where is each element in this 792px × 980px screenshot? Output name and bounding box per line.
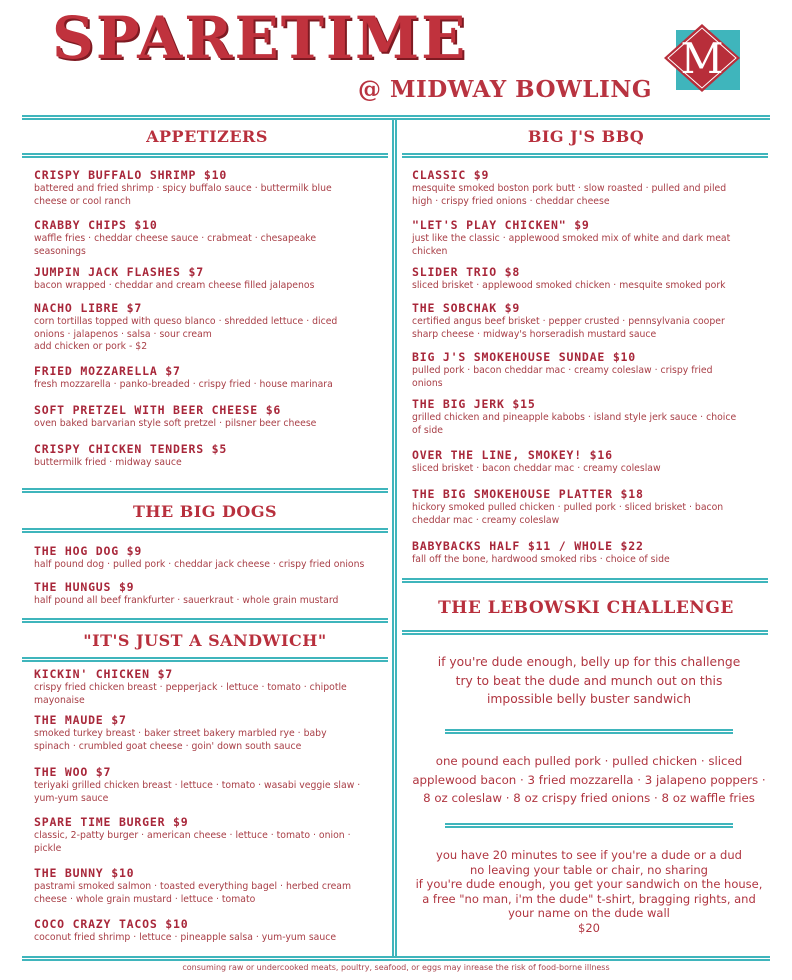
menu-item (412, 487, 764, 527)
menu-item (34, 917, 386, 945)
menu-item-name: CRABBY CHIPS $10 (34, 218, 158, 232)
bbq-title: BIG J'S BBQ (527, 127, 645, 146)
menu-item (412, 168, 764, 208)
menu-item-description: of side (412, 424, 443, 436)
lebowski-rules (404, 848, 774, 936)
menu-item-description: battered and fried shrimp · spicy buffalo sauce · buttermilk blue (34, 183, 332, 194)
menu-item-name: COCO CRAZY TACOS $10 (34, 917, 189, 931)
lebowski-rules-line: your name on the dude wall (508, 906, 670, 921)
menu-item-description: cheddar mac · creamy coleslaw (412, 514, 560, 526)
menu-item-description: mayonaise (34, 694, 85, 706)
menu-item-name: "LET'S PLAY CHICKEN" $9 (412, 218, 590, 232)
menu-item-description: coconut fried shrimp · lettuce · pineapple salsa · yum-yum sauce (34, 932, 337, 943)
menu-item (412, 218, 764, 258)
menu-item-name: THE MAUDE $7 (34, 713, 127, 727)
menu-item-description: half pound dog · pulled pork · cheddar jack cheese · crispy fried onions (34, 559, 365, 570)
menu-item-name: KICKIN' CHICKEN $7 (34, 667, 174, 681)
menu-item (412, 301, 764, 341)
menu-item-name: SOFT PRETZEL WITH BEER CHEESE $6 (34, 403, 282, 417)
restaurant-subtitle: @ MIDWAY BOWLING (358, 76, 652, 103)
menu-item-description: pickle (34, 842, 62, 854)
lebowski-price: $20 (578, 920, 600, 935)
bbq-rule (402, 153, 768, 158)
menu-item-description: sliced brisket · bacon cheddar mac · creamy coleslaw (412, 463, 661, 474)
food-safety-disclaimer: consuming raw or undercooked meats, poultry, seafood, or eggs may inrease the risk of food-borne illness (182, 963, 610, 972)
menu-item-description: oven baked barvarian style soft pretzel · pilsner beer cheese (34, 418, 317, 429)
menu-item-description: spinach · crumbled goat cheese · goin' down south sauce (34, 740, 302, 752)
menu-item-description: certified angus beef brisket · pepper crusted · pennsylvania cooper (412, 316, 725, 327)
lebowski-contents-line: applewood bacon · 3 fried mozzarella · 3 jalapeno poppers · (412, 772, 766, 787)
logo-letter: M (680, 34, 724, 83)
menu-item-name: THE HUNGUS $9 (34, 580, 135, 594)
menu-item (34, 168, 386, 208)
menu-item-description: bacon wrapped · cheddar and cream cheese filled jalapenos (34, 280, 315, 291)
menu-item-name: BABYBACKS HALF $11 / WHOLE $22 (412, 539, 644, 553)
restaurant-title: SPARETIME (52, 4, 468, 72)
menu-item (412, 448, 764, 476)
menu-item-name: NACHO LIBRE $7 (34, 301, 143, 315)
menu-item-description: classic, 2-patty burger · american cheese · lettuce · tomato · onion · (34, 830, 351, 841)
menu-item-description: high · crispy fried onions · cheddar cheese (412, 195, 610, 207)
menu-item-description: yum-yum sauce (34, 792, 109, 804)
menu-item-description: grilled chicken and pineapple kabobs · island style jerk sauce · choice (412, 412, 737, 423)
menu-item (34, 866, 386, 906)
menu-item-name: THE BIG JERK $15 (412, 397, 536, 411)
menu-item (34, 667, 386, 707)
menu-item-description: hickory smoked pulled chicken · pulled pork · sliced brisket · bacon (412, 502, 724, 513)
big-dogs-rule-top (22, 488, 388, 493)
menu-item (412, 539, 764, 567)
menu-item-description: pastrami smoked salmon · toasted everything bagel · herbed cream (34, 881, 352, 892)
lebowski-rule-top (402, 578, 768, 583)
menu-item-name: THE BIG SMOKEHOUSE PLATTER $18 (412, 487, 644, 501)
sandwich-rule-bottom (22, 657, 388, 662)
menu-item (34, 713, 386, 753)
menu-item (34, 442, 386, 470)
menu-item-name: THE HOG DOG $9 (34, 544, 143, 558)
menu-item-description: just like the classic · applewood smoked mix of white and dark meat (412, 233, 731, 244)
appetizers-rule (22, 153, 388, 158)
menu-item (34, 364, 386, 392)
big-dogs-title: THE BIG DOGS (132, 502, 278, 521)
column-divider (392, 118, 397, 956)
menu-item-description: mesquite smoked boston pork butt · slow roasted · pulled and piled (412, 183, 727, 194)
lebowski-contents-line: 8 oz coleslaw · 8 oz crispy fried onions · 8 oz waffle fries (423, 791, 755, 805)
menu-item-name: JUMPIN JACK FLASHES $7 (34, 265, 204, 279)
menu-item-description: crispy fried chicken breast · pepperjack · lettuce · tomato · chipotle (34, 682, 347, 693)
lebowski-rule-bottom (402, 630, 768, 635)
menu-item-description: fresh mozzarella · panko-breaded · crispy fried · house marinara (34, 379, 333, 390)
sandwich-rule-top (22, 618, 388, 623)
menu-item-description: smoked turkey breast · baker street bakery marbled rye · baby (34, 728, 327, 739)
lebowski-intro (404, 653, 774, 709)
menu-item-name: CLASSIC $9 (412, 168, 490, 182)
menu-item (34, 403, 386, 431)
big-dogs-rule-bottom (22, 528, 388, 533)
menu-item-description: onions · jalapenos · salsa · sour cream (34, 328, 212, 340)
lebowski-separator (445, 729, 733, 734)
menu-item-name: SLIDER TRIO $8 (412, 265, 521, 279)
lebowski-rules-line: you have 20 minutes to see if you're a dude or a dud (436, 848, 742, 862)
midway-logo (662, 22, 744, 94)
menu-item-description: waffle fries · cheddar cheese sauce · crabmeat · chesapeake (34, 233, 317, 244)
lebowski-rules-line: if you're dude enough, you get your sandwich on the house, (415, 877, 763, 892)
menu-item (412, 397, 764, 437)
menu-item-name: SPARE TIME BURGER $9 (34, 815, 189, 829)
sandwich-title: "IT'S JUST A SANDWICH" (83, 631, 327, 650)
appetizers-title: APPETIZERS (146, 127, 268, 146)
menu-item-description: corn tortillas topped with queso blanco · shredded lettuce · diced (34, 316, 338, 327)
menu-item-description: seasonings (34, 245, 86, 257)
menu-item (34, 301, 386, 354)
menu-item (34, 815, 386, 855)
lebowski-separator (445, 823, 733, 828)
menu-item-description: sharp cheese · midway's horseradish mustard sauce (412, 328, 657, 340)
menu-item-description: chicken (412, 245, 448, 257)
menu-item (34, 218, 386, 258)
menu-item (34, 544, 386, 572)
lebowski-contents-line: one pound each pulled pork · pulled chicken · sliced (435, 754, 743, 768)
menu-item-description: buttermilk fried · midway sauce (34, 457, 182, 468)
menu-item-name: CRISPY BUFFALO SHRIMP $10 (34, 168, 228, 182)
menu-item-description: half pound all beef frankfurter · sauerkraut · whole grain mustard (34, 595, 339, 606)
menu-item (34, 580, 386, 608)
menu-item-name: THE BUNNY $10 (34, 866, 135, 880)
lebowski-rules-line: no leaving your table or chair, no sharing (470, 862, 708, 877)
lebowski-title: THE LEBOWSKI CHALLENGE (438, 598, 734, 618)
lebowski-contents (404, 752, 774, 808)
menu-item-name: BIG J'S SMOKEHOUSE SUNDAE $10 (412, 350, 636, 364)
menu-item-description: onions (412, 377, 443, 389)
menu-item-description: fall off the bone, hardwood smoked ribs · choice of side (412, 554, 670, 565)
menu-item-description: add chicken or pork - $2 (34, 341, 148, 352)
lebowski-intro-line: impossible belly buster sandwich (487, 692, 691, 706)
menu-item (412, 265, 764, 293)
menu-item-name: THE SOBCHAK $9 (412, 301, 521, 315)
menu-item-description: cheese or cool ranch (34, 195, 131, 207)
menu-item-name: OVER THE LINE, SMOKEY! $16 (412, 448, 613, 462)
menu-item-name: FRIED MOZZARELLA $7 (34, 364, 181, 378)
lebowski-rules-line: a free "no man, i'm the dude" t-shirt, bragging rights, and (422, 891, 756, 906)
menu-item (412, 350, 764, 390)
lebowski-intro-line: if you're dude enough, belly up for this challenge (437, 655, 741, 669)
menu-item (34, 265, 386, 293)
bottom-divider (22, 956, 770, 961)
menu-item-name: CRISPY CHICKEN TENDERS $5 (34, 442, 228, 456)
menu-item-description: pulled pork · bacon cheddar mac · creamy coleslaw · crispy fried (412, 365, 713, 376)
menu-item-description: teriyaki grilled chicken breast · lettuce · tomato · wasabi veggie slaw · (34, 780, 361, 791)
menu-item-description: sliced brisket · applewood smoked chicken · mesquite smoked pork (412, 280, 726, 291)
lebowski-intro-line: try to beat the dude and munch out on this (455, 673, 723, 688)
menu-item (34, 765, 386, 805)
menu-item-name: THE WOO $7 (34, 765, 112, 779)
menu-item-description: cheese · whole grain mustard · lettuce · tomato (34, 893, 256, 905)
